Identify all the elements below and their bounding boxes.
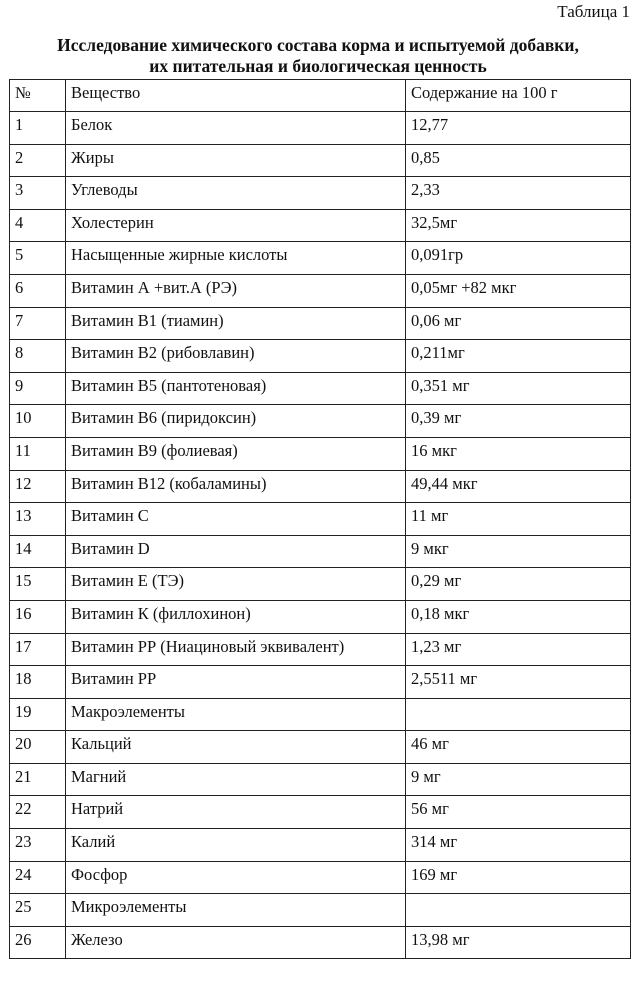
cell-substance: Витамин D: [66, 535, 406, 568]
table-row: [10, 177, 631, 210]
cell-substance: Углеводы: [66, 177, 406, 210]
table-row: [10, 894, 631, 927]
table-row: [10, 600, 631, 633]
table-row: [10, 274, 631, 307]
cell-content: 11 мг: [406, 503, 631, 536]
cell-number: 13: [10, 503, 66, 536]
cell-number: 3: [10, 177, 66, 210]
cell-substance: Холестерин: [66, 209, 406, 242]
table-row: [10, 829, 631, 862]
cell-substance: Магний: [66, 763, 406, 796]
cell-number: 17: [10, 633, 66, 666]
cell-number: 23: [10, 829, 66, 862]
cell-number: 7: [10, 307, 66, 340]
header-substance: Вещество: [66, 80, 406, 112]
cell-number: 22: [10, 796, 66, 829]
cell-number: 21: [10, 763, 66, 796]
cell-content: 0,211мг: [406, 340, 631, 373]
cell-substance: Витамин РР (Ниациновый эквивалент): [66, 633, 406, 666]
cell-substance: Микроэлементы: [66, 894, 406, 927]
cell-content: 0,091гр: [406, 242, 631, 275]
cell-content: [406, 894, 631, 927]
header-content: Содержание на 100 г: [406, 80, 631, 112]
cell-number: 1: [10, 112, 66, 145]
table-row: [10, 633, 631, 666]
table-row: [10, 666, 631, 699]
cell-number: 20: [10, 731, 66, 764]
table-row: [10, 209, 631, 242]
cell-content: 0,29 мг: [406, 568, 631, 601]
cell-content: 12,77: [406, 112, 631, 145]
table-row: [10, 861, 631, 894]
table-row: [10, 796, 631, 829]
cell-content: 46 мг: [406, 731, 631, 764]
cell-content: 13,98 мг: [406, 926, 631, 959]
cell-content: 9 мкг: [406, 535, 631, 568]
header-number: №: [10, 80, 66, 112]
cell-content: 9 мг: [406, 763, 631, 796]
nutrient-table: [9, 79, 631, 959]
table-row: [10, 144, 631, 177]
cell-number: 16: [10, 600, 66, 633]
table-row: [10, 340, 631, 373]
table-row: [10, 437, 631, 470]
cell-content: 2,5511 мг: [406, 666, 631, 699]
cell-substance: Железо: [66, 926, 406, 959]
cell-substance: Витамин В12 (кобаламины): [66, 470, 406, 503]
document-title: [0, 35, 636, 77]
cell-substance: Витамин В5 (пантотеновая): [66, 372, 406, 405]
cell-substance: Витамин В6 (пиридоксин): [66, 405, 406, 438]
cell-number: 5: [10, 242, 66, 275]
title-line-2: их питательная и биологическая ценность: [0, 56, 636, 77]
cell-content: 0,39 мг: [406, 405, 631, 438]
cell-number: 19: [10, 698, 66, 731]
table-row: [10, 307, 631, 340]
cell-substance: Белок: [66, 112, 406, 145]
title-line-1: Исследование химического состава корма и испытуемой добавки,: [0, 35, 636, 56]
cell-substance: Витамин А +вит.А (РЭ): [66, 274, 406, 307]
table-label: Таблица 1: [557, 2, 630, 22]
cell-substance: Витамин В2 (рибовлавин): [66, 340, 406, 373]
cell-content: 16 мкг: [406, 437, 631, 470]
cell-content: [406, 698, 631, 731]
cell-substance: Витамин С: [66, 503, 406, 536]
table-row: [10, 763, 631, 796]
table-row: [10, 731, 631, 764]
cell-substance: Витамин В9 (фолиевая): [66, 437, 406, 470]
cell-content: 0,05мг +82 мкг: [406, 274, 631, 307]
cell-number: 4: [10, 209, 66, 242]
cell-content: 0,06 мг: [406, 307, 631, 340]
cell-number: 10: [10, 405, 66, 438]
table-header-row: [10, 80, 631, 112]
cell-substance: Кальций: [66, 731, 406, 764]
cell-content: 0,351 мг: [406, 372, 631, 405]
table-row: [10, 503, 631, 536]
table-row: [10, 242, 631, 275]
cell-number: 26: [10, 926, 66, 959]
cell-number: 8: [10, 340, 66, 373]
cell-content: 0,85: [406, 144, 631, 177]
cell-content: 2,33: [406, 177, 631, 210]
cell-content: 0,18 мкг: [406, 600, 631, 633]
cell-number: 6: [10, 274, 66, 307]
cell-substance: Витамин Е (ТЭ): [66, 568, 406, 601]
cell-number: 14: [10, 535, 66, 568]
table-row: [10, 568, 631, 601]
cell-number: 2: [10, 144, 66, 177]
cell-substance: Фосфор: [66, 861, 406, 894]
cell-content: 1,23 мг: [406, 633, 631, 666]
cell-substance: Калий: [66, 829, 406, 862]
table-row: [10, 405, 631, 438]
table-row: [10, 372, 631, 405]
cell-substance: Насыщенные жирные кислоты: [66, 242, 406, 275]
table-row: [10, 535, 631, 568]
cell-content: 314 мг: [406, 829, 631, 862]
cell-number: 18: [10, 666, 66, 699]
cell-number: 25: [10, 894, 66, 927]
cell-content: 56 мг: [406, 796, 631, 829]
cell-substance: Макроэлементы: [66, 698, 406, 731]
table-row: [10, 112, 631, 145]
cell-number: 9: [10, 372, 66, 405]
cell-substance: Жиры: [66, 144, 406, 177]
table-row: [10, 698, 631, 731]
cell-substance: Витамин РР: [66, 666, 406, 699]
table-row: [10, 470, 631, 503]
cell-substance: Витамин В1 (тиамин): [66, 307, 406, 340]
cell-number: 12: [10, 470, 66, 503]
cell-substance: Натрий: [66, 796, 406, 829]
cell-content: 49,44 мкг: [406, 470, 631, 503]
table-row: [10, 926, 631, 959]
cell-number: 15: [10, 568, 66, 601]
cell-content: 169 мг: [406, 861, 631, 894]
cell-number: 11: [10, 437, 66, 470]
cell-substance: Витамин К (филлохинон): [66, 600, 406, 633]
cell-number: 24: [10, 861, 66, 894]
cell-content: 32,5мг: [406, 209, 631, 242]
